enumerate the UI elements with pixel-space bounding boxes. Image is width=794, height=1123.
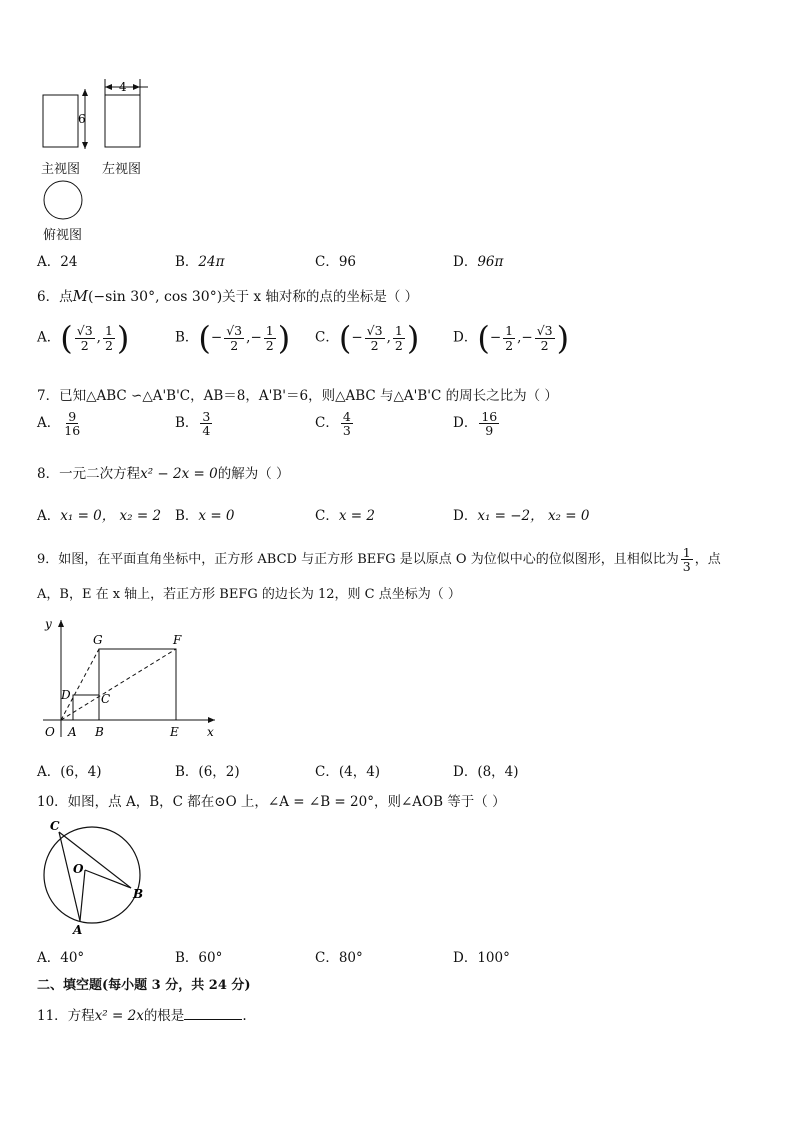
q8-option-d: D．x₁ = −2， x₂ = 0	[453, 508, 590, 524]
q9-figure	[35, 612, 225, 742]
q10-option-b: B．60°	[175, 950, 223, 966]
q8-stem: 8．一元二次方程x² − 2x = 0的解为（ ）	[37, 466, 290, 482]
q8-option-b: B．x = 0	[175, 508, 235, 524]
q9-label-B: B	[95, 725, 104, 739]
q6-option-b: B．(− $\frac{√3}{2}$ ,− $\frac{1}{2}$ )	[175, 319, 291, 357]
left-view-label: 左视图	[102, 162, 142, 177]
q9-option-b: B．(6，2)	[175, 764, 240, 780]
q9-label-G: G	[93, 633, 103, 647]
q5-option-b: B．24π	[175, 254, 225, 270]
q9-label-F: F	[173, 633, 182, 647]
q8-option-c: C．x = 2	[315, 508, 375, 524]
width-dimension-label: 4	[119, 80, 127, 94]
q7-option-d: D． $\frac{16}{9}$	[453, 409, 498, 439]
section-title-fill-in: 二、填空题(每小题 3 分，共 24 分)	[37, 978, 251, 993]
height-dimension-label: 6	[78, 112, 86, 126]
q7-stem: 7．已知△ABC ∽△A'B'C，AB＝8，A'B'＝6，则△ABC 与△A'B'C 的周长之比为（ ）	[37, 388, 558, 404]
q5-option-a: A．24	[37, 254, 78, 270]
q10-label-C: C	[50, 819, 60, 833]
q9-label-E: E	[170, 725, 179, 739]
q10-label-B: B	[133, 887, 144, 901]
q10-label-A: A	[73, 923, 83, 936]
q9-label-y: y	[45, 617, 52, 631]
q10-option-d: D．100°	[453, 950, 510, 966]
left-view-rect	[105, 95, 140, 147]
q9-option-a: A．(6，4)	[37, 764, 102, 780]
top-view-label: 俯视图	[43, 228, 83, 243]
q9-label-x: x	[207, 725, 214, 739]
top-view-circle	[44, 181, 82, 219]
q10-option-a: A．40°	[37, 950, 85, 966]
q5-option-d: D．96π	[453, 254, 504, 270]
q9-stem-line2: A，B，E 在 x 轴上，若正方形 BEFG 的边长为 12，则 C 点坐标为（ ）	[37, 587, 461, 602]
q6-option-a: A．( $\frac{√3}{2}$ , $\frac{1}{2}$ )	[37, 319, 130, 357]
q10-label-O: O	[73, 862, 84, 876]
q6-stem: 6．点M(−sin 30°, cos 30°)关于 x 轴对称的点的坐标是（ ）	[37, 287, 419, 305]
front-view-label: 主视图	[41, 162, 81, 177]
q9-label-O: O	[45, 725, 55, 739]
q9-label-C: C	[101, 692, 111, 706]
q10-option-c: C．80°	[315, 950, 363, 966]
q6-option-c: C．(− $\frac{√3}{2}$ , $\frac{1}{2}$ )	[315, 319, 420, 357]
q10-stem: 10．如图，点 A，B，C 都在⊙O 上，∠A = ∠B = 20°，则∠AOB 等于（ ）	[37, 794, 506, 810]
q7-option-b: B． $\frac{3}{4}$	[175, 409, 211, 439]
q5-option-c: C．96	[315, 254, 357, 270]
q9-option-d: D．(8，4)	[453, 764, 519, 780]
q11-stem: 11．方程x² = 2x的根是 .	[37, 1008, 247, 1024]
q9-label-D: D	[61, 688, 71, 702]
q9-option-c: C．(4，4)	[315, 764, 381, 780]
front-view-rect	[43, 95, 78, 147]
q9-label-A: A	[68, 725, 77, 739]
q8-option-a: A．x₁ = 0， x₂ = 2	[37, 508, 162, 524]
q6-option-d: D．(− $\frac{1}{2}$ ,− $\frac{√3}{2}$ )	[453, 319, 570, 357]
q10-figure	[35, 818, 155, 936]
q9-stem-line1: 9．如图，在平面直角坐标中，正方形 ABCD 与正方形 BEFG 是以原点 O 为位似中心的位似图形，且相似比为 $\frac{1}{3}$ ，点	[37, 545, 721, 575]
q7-option-a: A． $\frac{9}{16}$	[37, 409, 81, 439]
q11-answer-blank[interactable]	[184, 1007, 242, 1020]
q7-option-c: C． $\frac{4}{3}$	[315, 409, 351, 439]
